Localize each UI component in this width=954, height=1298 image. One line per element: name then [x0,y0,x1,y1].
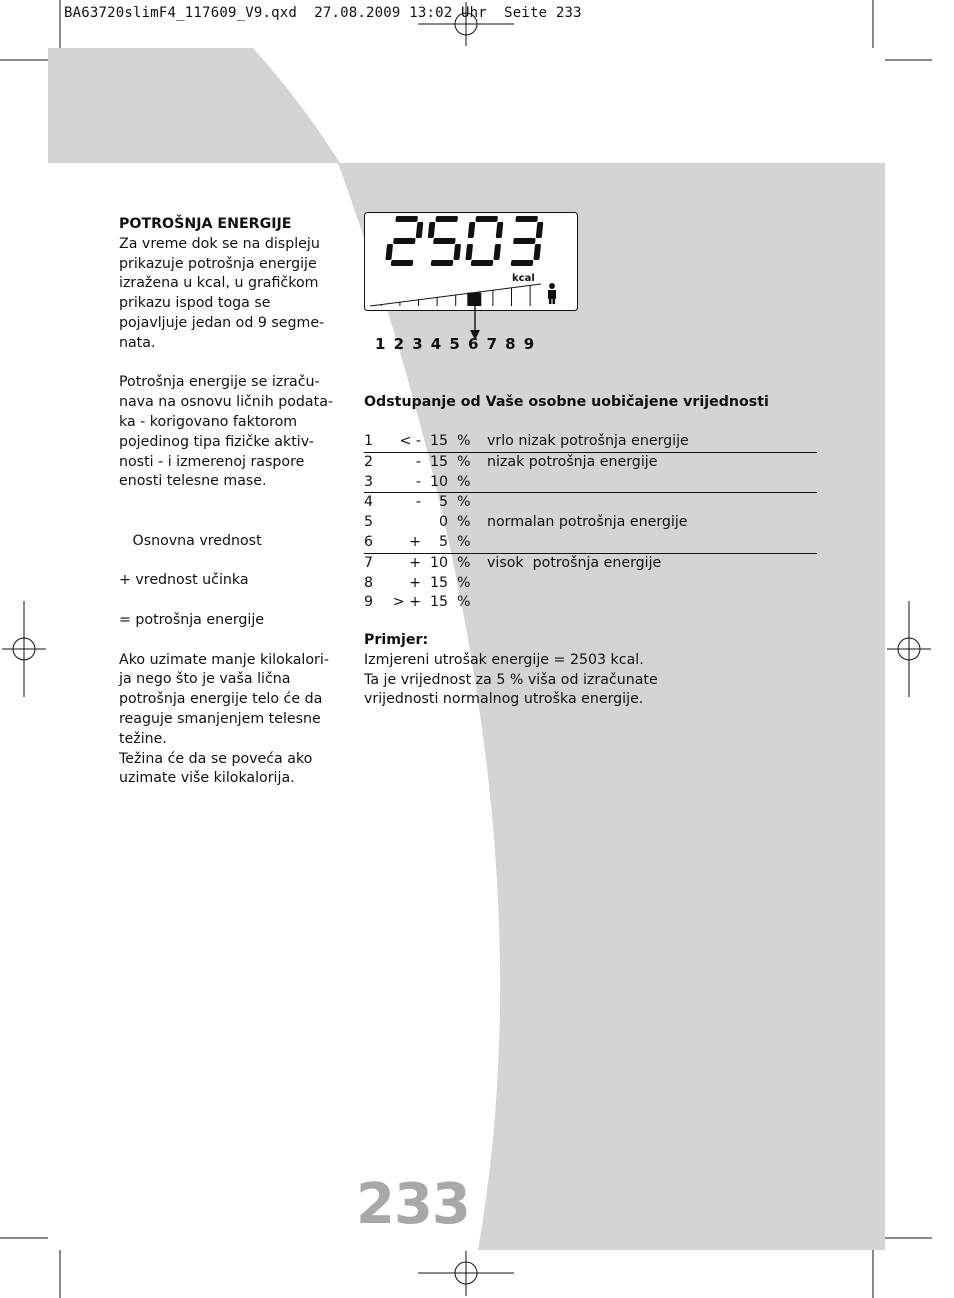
row-number: 4 [364,494,374,511]
row-sign: < - [399,433,421,449]
lcd-digit-segment [513,238,536,244]
row-description: nizak potrošnja energije [487,453,658,470]
row-value: 15 [429,594,448,611]
deviation-table [364,432,817,613]
example-line: vrijednosti normalnog utroška energije. [364,691,644,708]
row-percent: % [457,594,471,611]
formula-line-1: Osnovna vrednost [119,532,262,549]
header-date: 27.08.2009 [314,5,401,21]
example-line: Ta je vrijednost za 5 % viša od izračunate [364,671,658,688]
row-percent: % [457,514,471,531]
table-row [364,533,817,554]
table-row [364,574,817,594]
row-percent: % [457,554,471,571]
row-sign: + [409,574,421,591]
formula-line-3: = potrošnja energije [119,611,265,628]
row-number: 2 [364,453,374,470]
segment-number: 8 [505,335,516,353]
paragraph-2: Potrošnja energije se izraču- nava na osnovu ličnih podata- ka - korigovano faktorom pojedinog tipa fizičke aktiv- nosti - i izmerenoj raspore enosti telesne mase. [119,374,334,490]
row-sign: > + [392,594,421,611]
header-file: BA63720slimF4_117609_V9.qxd [64,5,297,21]
row-number: 5 [364,514,374,531]
table-row [364,513,817,533]
row-sign: - [415,453,421,470]
lcd-unit: kcal [512,273,535,284]
lcd-digit-segment [433,238,456,244]
formula-line-2: + vrednost učinka [119,572,249,589]
lcd-digit-segment [393,238,416,244]
row-value: 0 [438,514,448,531]
page-number: 233 [356,1172,470,1237]
row-number: 7 [364,554,374,571]
segment-number: 5 [449,335,460,353]
row-sign: - [415,473,421,490]
row-number: 8 [364,574,374,591]
row-percent: % [457,494,471,511]
table-row [364,473,817,494]
header-time: 13:02 Uhr [409,5,487,21]
example-line: Izmjereni utrošak energije = 2503 kcal. [364,651,644,668]
segment-number: 1 [375,335,386,353]
row-percent: % [457,433,471,449]
lcd-digit-segment [435,216,458,222]
lcd-digit-segment [395,216,418,222]
segment-number: 3 [412,335,423,353]
lcd-digit-segment [515,216,538,222]
header-page: Seite 233 [504,5,582,21]
row-number: 6 [364,533,374,550]
segment-number: 9 [523,335,535,353]
row-percent: % [457,574,471,591]
row-number: 9 [364,594,374,611]
section-title: POTROŠNJA ENERGIJE [119,216,292,232]
example-section [364,631,658,710]
paragraph-1: Za vreme dok se na displeju prikazuje potrošnja energije izražena u kcal, u grafičkom prikazu ispod toga se pojavljuje jedan od 9 segme- nata. [119,235,325,351]
segment-number: 6 [467,335,479,353]
table-row [364,432,817,453]
table-row [364,554,817,574]
row-value: 15 [429,453,448,470]
table-row [364,593,817,613]
row-value: 5 [438,533,448,550]
lcd-digit-segment [431,260,454,266]
table-row [364,453,817,473]
deviation-heading: Odstupanje od Vaše osobne uobičajene vrijednosti [364,394,769,410]
row-value: 10 [429,554,448,571]
row-value: 5 [438,494,448,511]
row-description: visok potrošnja energije [487,554,662,571]
formula [119,512,334,631]
row-number: 1 [364,433,374,449]
row-sign: - [415,494,421,511]
row-value: 15 [429,433,448,449]
segment-number: 4 [430,335,442,353]
paragraph-3: Ako uzimate manje kilokalori- ja nego što je vaša lična potrošnja energije telo će da reaguje smanjenjem telesne težine. Težina će da se poveća ako uzimate više kilokalorija. [119,651,329,787]
segment-number: 2 [393,335,405,353]
row-value: 15 [429,574,448,591]
lcd-digit-segment [471,260,494,266]
row-percent: % [457,453,471,470]
row-sign: + [409,554,421,571]
row-description: vrlo nizak potrošnja energije [487,433,689,449]
row-description: normalan potrošnja energije [487,514,688,531]
row-sign: + [409,533,421,550]
lcd-digit-segment [511,260,534,266]
segment-numbers [375,335,542,353]
table-row [364,493,817,513]
example-title: Primjer: [364,632,429,648]
row-percent: % [457,473,471,490]
lcd-digit-segment [391,260,414,266]
segment-number: 7 [486,335,497,353]
row-percent: % [457,533,471,550]
row-value: 10 [429,473,448,490]
lcd-digit-segment [475,216,498,222]
row-number: 3 [364,473,374,490]
